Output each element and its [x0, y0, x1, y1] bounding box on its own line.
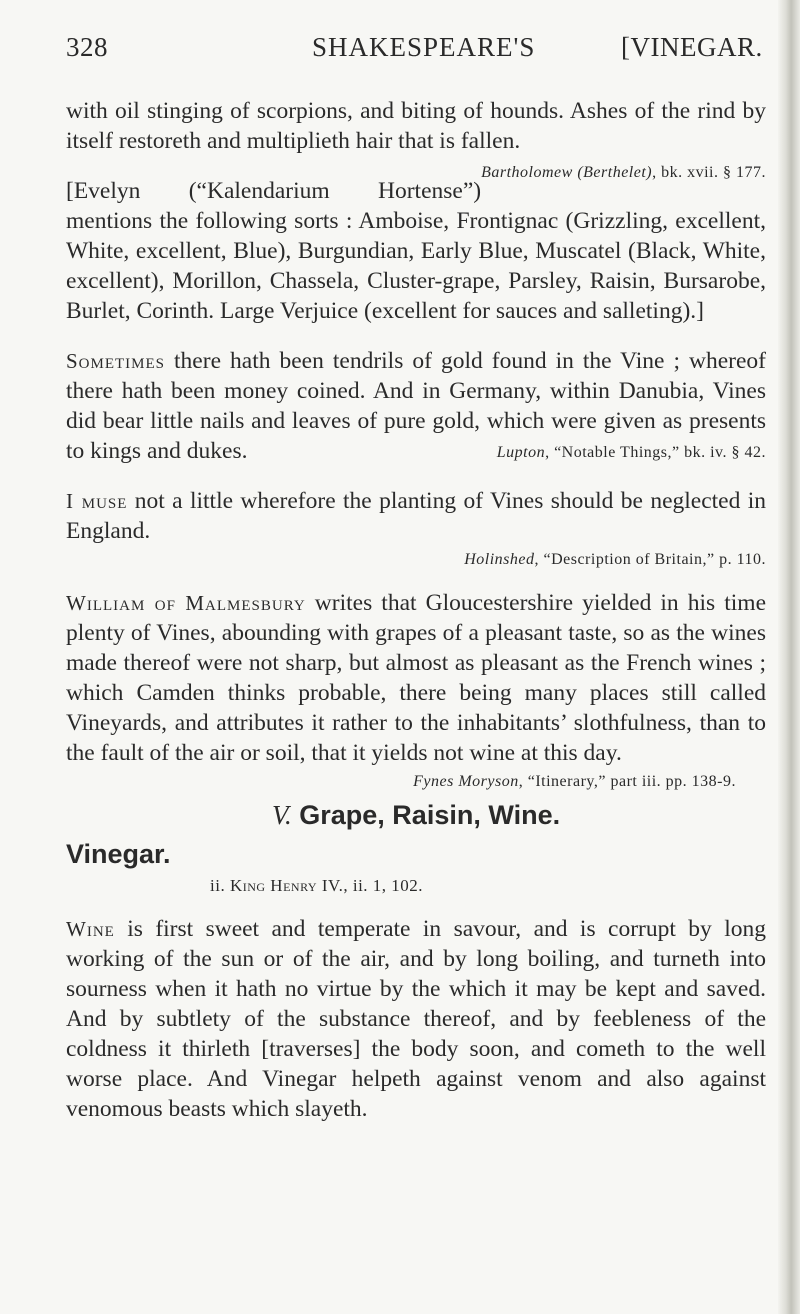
citation-ref: , bk. xvii. § 177.	[652, 164, 766, 181]
see-also-line	[272, 800, 766, 831]
running-header	[66, 28, 766, 72]
citation-author: Fynes Moryson	[413, 773, 519, 790]
see-also-text: Grape, Raisin, Wine.	[291, 800, 561, 830]
play-title: King Henry	[229, 876, 318, 895]
citation	[66, 548, 766, 572]
section-heading: Vinegar.	[66, 839, 171, 869]
lead-words: Sometimes	[66, 349, 166, 373]
paragraph-muse	[66, 486, 766, 546]
spacer	[66, 326, 766, 346]
paragraph-text: there hath been tendrils of gold found in the Vine ; whereof there hath been money coined. And in Germany, within Danubia, Vines did bear little nails and leaves of pure gold, which were given as presents to kings and dukes.	[66, 348, 766, 464]
citation-ref: , “Notable Things,” bk. iv. § 42.	[545, 444, 766, 461]
spacer	[66, 466, 766, 486]
paragraph-gold-tendrils	[66, 346, 766, 466]
spacer	[66, 572, 766, 588]
citation-author: Holinshed	[464, 551, 535, 568]
paragraph-scorpions	[66, 96, 766, 181]
paragraph-text: with oil stinging of scorpions, and biting of hounds. Ashes of the rind by itself restoreth and multiplieth hair that is fallen.	[66, 98, 766, 154]
citation	[66, 770, 766, 794]
paragraph-text: writes that Gloucestershire yielded in his time plenty of Vines, abounding with grapes of a pleasant taste, so as the wines made thereof were not sharp, but almost as pleasant as the French wines ; which Camden thinks probable, there being many places still called Vineyards, and attributes it rather to the inhabitants’ slothfulness, than to the fault of the air or soil, that it yields not wine at this day.	[66, 590, 767, 766]
see-also-v: V.	[272, 800, 292, 830]
paragraph-text: not a little wherefore the planting of Vines should be neglected in England.	[66, 488, 766, 544]
play-line: IV., ii. 1, 102.	[317, 876, 424, 895]
play-reference	[210, 876, 766, 896]
citation-ref: , “Description of Britain,” p. 110.	[534, 551, 766, 568]
citation-author: Bartholomew	[481, 164, 573, 181]
spacer	[66, 896, 766, 914]
lead-words: Wine	[66, 917, 115, 941]
citation-author: Lupton	[496, 444, 546, 461]
play-act: ii.	[210, 876, 230, 895]
page-edge-shadow	[778, 0, 800, 1314]
lead-words: I muse	[66, 489, 128, 513]
book-page	[66, 28, 766, 1124]
paragraph-text: is first sweet and temperate in savour, and is corrupt by long working of the sun or of the air, and by long boiling, and turneth into sourness when it hath no virtue by the which it may be kept and saved. And by subtlety of the substance thereof, and by feebleness of the coldness it thirleth [traverses] the body soon, and cometh to the well worse place. And Vinegar helpeth against venom and also against venomous beasts which slayeth.	[66, 916, 766, 1122]
page-number: 328	[66, 32, 108, 62]
citation	[481, 158, 766, 188]
citation-ref: , “Itinerary,” part iii. pp. 138-9.	[518, 773, 736, 790]
section-label: [VINEGAR.	[621, 32, 763, 62]
running-title: SHAKESPEARE'S	[312, 32, 536, 62]
citation	[497, 438, 766, 468]
paragraph-wine	[66, 914, 766, 1124]
paragraph-evelyn: [Evelyn (“Kalendarium Hortense”) mentions the following sorts : Amboise, Frontignac (Grizzling, excellent, White, excellent, Blue), Burgundian, Early Blue, Muscatel (Black, White, excellent), Morillon, Chassela, Cluster-grape, Parsley, Raisin, Bursarobe, Burlet, Corinth. Large Verjuice (excellent for sauces and salleting).]	[66, 178, 766, 324]
citation-alt: (Berthelet)	[577, 164, 653, 181]
paragraph-malmesbury	[66, 588, 766, 768]
lead-words: William of Malmesbury	[66, 591, 306, 615]
